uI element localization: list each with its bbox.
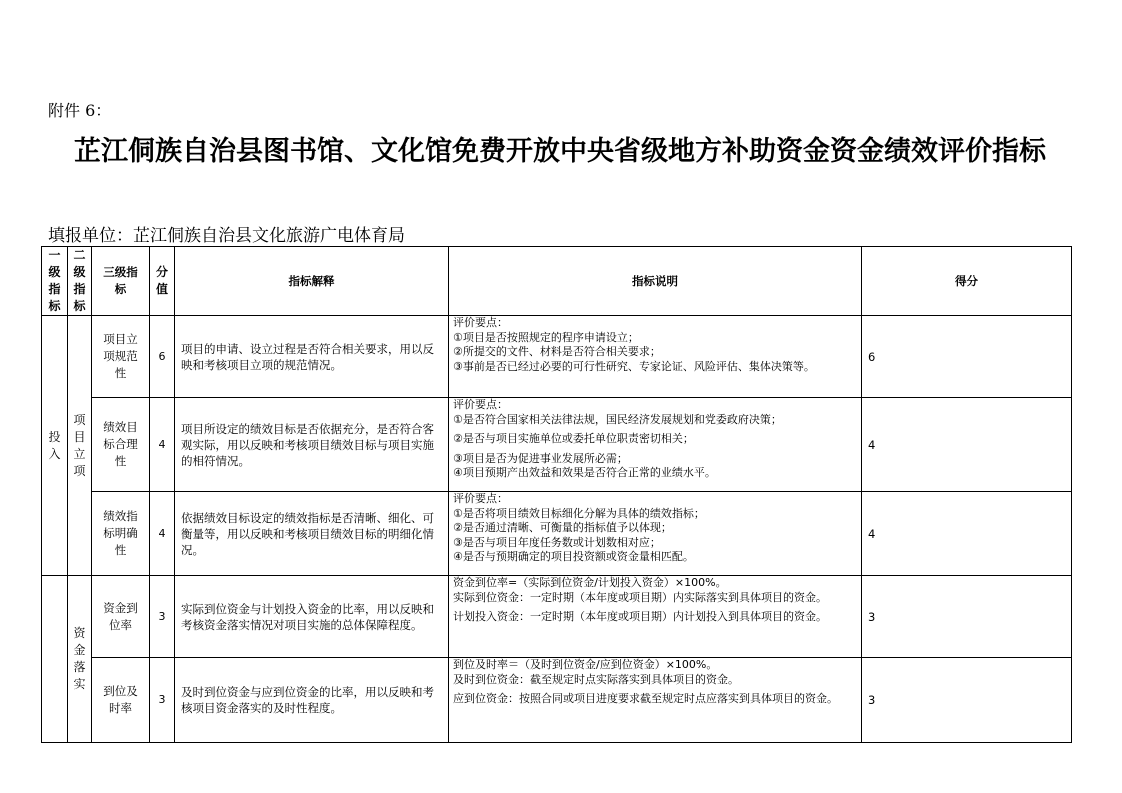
value-cell: 4 <box>150 492 175 576</box>
value-cell: 4 <box>150 398 175 492</box>
header-description: 指标说明 <box>449 247 862 316</box>
header-explanation: 指标解释 <box>175 247 449 316</box>
explanation-cell: 实际到位资金与计划投入资金的比率，用以反映和考核资金落实情况对项目实施的总体保障程度。 <box>175 576 449 658</box>
description-cell: 资金到位率=（实际到位资金/计划投入资金）×100%。 实际到位资金：一定时期（本年度或项目期）内实际落实到具体项目的资金。 计划投入资金：一定时期（本年度或项目期）内计划投入到具体项目的资金。 <box>449 576 862 658</box>
document-title: 芷江侗族自治县图书馆、文化馆免费开放中央省级地方补助资金资金绩效评价指标 <box>74 136 1046 167</box>
level1-continued <box>42 658 68 743</box>
score-cell: 3 <box>862 576 1072 658</box>
explanation-cell: 依据绩效目标设定的绩效指标是否清晰、细化、可衡量等，用以反映和考核项目绩效目标的明细化情况。 <box>175 492 449 576</box>
description-cell: 评价要点： ①是否符合国家相关法律法规，国民经济发展规划和党委政府决策； ②是否与项目实施单位或委托单位职责密切相关； ③项目是否为促进事业发展所必需； ④项目预期产出效益和效果是否符合正常的业绩水平。 <box>449 398 862 492</box>
level2-funds: 资金落实 <box>68 576 92 743</box>
level3-cell: 绩效目标合理性 <box>92 398 150 492</box>
score-cell: 4 <box>862 492 1072 576</box>
value-cell: 3 <box>150 576 175 658</box>
score-cell: 3 <box>862 658 1072 743</box>
value-cell: 3 <box>150 658 175 743</box>
filing-unit: 填报单位：芷江侗族自治县文化旅游广电体育局 <box>48 226 405 246</box>
level2-project: 项目立项 <box>68 316 92 576</box>
score-cell: 4 <box>862 398 1072 492</box>
header-level1: 一级指标 <box>42 247 68 316</box>
header-score-value: 分值 <box>150 247 175 316</box>
table-row <box>42 492 1072 576</box>
header-level3: 三级指标 <box>92 247 150 316</box>
level3-cell: 到位及时率 <box>92 658 150 743</box>
level3-cell: 绩效指标明确性 <box>92 492 150 576</box>
header-level2: 二级指标 <box>68 247 92 316</box>
level3-cell: 资金到位率 <box>92 576 150 658</box>
score-cell: 6 <box>862 316 1072 398</box>
table-row <box>42 398 1072 492</box>
header-score: 得分 <box>862 247 1072 316</box>
level1-input: 投入 <box>42 316 68 576</box>
level3-cell: 项目立项规范性 <box>92 316 150 398</box>
explanation-cell: 项目的申请、设立过程是否符合相关要求，用以反映和考核项目立项的规范情况。 <box>175 316 449 398</box>
table-row <box>42 658 1072 743</box>
table-row <box>42 316 1072 398</box>
attachment-label: 附件 6： <box>48 101 112 120</box>
value-cell: 6 <box>150 316 175 398</box>
table-header-row <box>42 247 1072 316</box>
explanation-cell: 及时到位资金与应到位资金的比率，用以反映和考核项目资金落实的及时性程度。 <box>175 658 449 743</box>
indicator-table <box>41 246 1072 743</box>
description-cell: 到位及时率＝（及时到位资金/应到位资金）×100%。 及时到位资金：截至规定时点实际落实到具体项目的资金。 应到位资金：按照合同或项目进度要求截至规定时点应落实到具体项目的资金。 <box>449 658 862 743</box>
description-cell: 评价要点： ①是否将项目绩效目标细化分解为具体的绩效指标； ②是否通过清晰、可衡量的指标值予以体现； ③是否与项目年度任务数或计划数相对应； ④是否与预期确定的项目投资额或资金量相匹配。 <box>449 492 862 576</box>
description-cell: 评价要点： ①项目是否按照规定的程序申请设立； ②所提交的文件、材料是否符合相关要求； ③事前是否已经过必要的可行性研究、专家论证、风险评估、集体决策等。 <box>449 316 862 398</box>
table-row <box>42 576 1072 658</box>
level1-continued <box>42 576 68 658</box>
explanation-cell: 项目所设定的绩效目标是否依据充分，是否符合客观实际，用以反映和考核项目绩效目标与项目实施的相符情况。 <box>175 398 449 492</box>
